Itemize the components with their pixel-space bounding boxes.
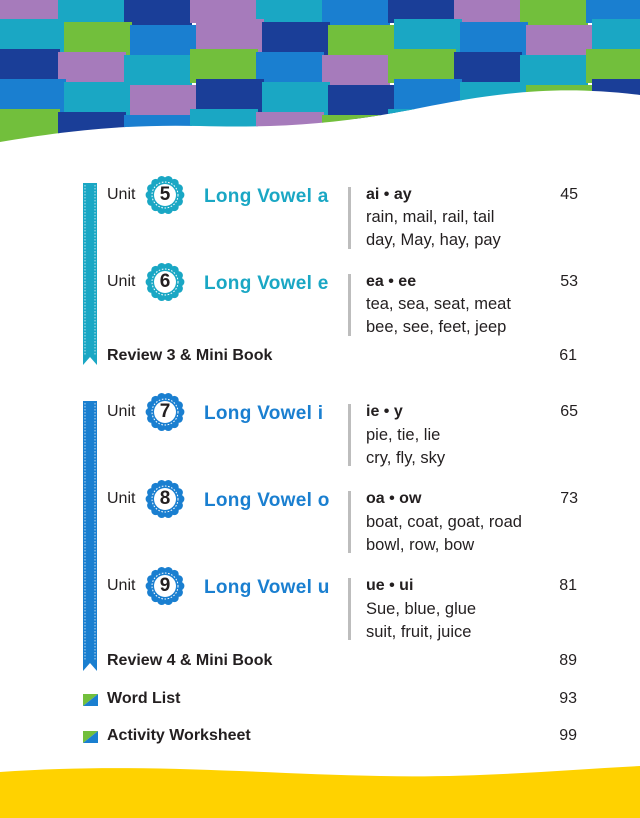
- unit-title: Long Vowel e: [204, 273, 329, 294]
- example-words: boat, coat, goat, road: [366, 513, 522, 531]
- mosaic-tile: [130, 85, 198, 119]
- unit-number-badge: 8: [145, 479, 185, 519]
- phonics-sounds: ue • ui: [366, 577, 414, 594]
- example-words: bowl, row, bow: [366, 536, 475, 554]
- example-words: bee, see, feet, jeep: [366, 318, 507, 336]
- mosaic-tile: [520, 0, 588, 29]
- example-words: rain, mail, rail, tail: [366, 208, 495, 226]
- unit-title: Long Vowel u: [204, 577, 330, 598]
- mosaic-tile: [256, 52, 324, 86]
- mosaic-tile: [592, 19, 640, 53]
- mosaic-tile: [520, 115, 588, 149]
- header-mosaic-banner: [0, 0, 640, 160]
- mosaic-tile: [64, 82, 132, 116]
- divider-bar: [348, 274, 351, 336]
- mosaic-tile: [328, 85, 396, 119]
- page-number: 73: [560, 490, 578, 507]
- mosaic-tile: [58, 112, 126, 146]
- unit-title: Long Vowel i: [204, 403, 324, 424]
- mosaic-tile: [124, 0, 192, 29]
- mosaic-tile: [586, 109, 640, 143]
- page-number: 89: [559, 652, 577, 669]
- review-label: Review 4 & Mini Book: [107, 652, 273, 669]
- mosaic-tile: [592, 79, 640, 113]
- mosaic-tile: [0, 49, 60, 83]
- section-ribbon-cyan: [83, 183, 97, 365]
- mosaic-tile: [526, 25, 594, 59]
- unit-title: Long Vowel a: [204, 186, 329, 207]
- page-number: 61: [559, 347, 577, 364]
- mosaic-tile: [454, 52, 522, 86]
- example-words: cry, fly, sky: [366, 449, 446, 467]
- mosaic-tile: [130, 25, 198, 59]
- unit-label: Unit: [107, 490, 136, 507]
- mosaic-tile: [196, 19, 264, 53]
- mosaic-tile: [586, 49, 640, 83]
- example-words: tea, sea, seat, meat: [366, 295, 511, 313]
- section-ribbon-blue: [83, 401, 97, 671]
- unit-number-badge: 9: [145, 566, 185, 606]
- mosaic-tile: [460, 22, 528, 56]
- word-list-label: Word List: [107, 690, 181, 707]
- review-label: Review 3 & Mini Book: [107, 347, 273, 364]
- flag-icon: [83, 694, 98, 706]
- mosaic-tile: [526, 85, 594, 119]
- mosaic-tile: [328, 25, 396, 59]
- phonics-sounds: ie • y: [366, 403, 403, 420]
- page-number: 99: [559, 727, 577, 744]
- mosaic-tile: [454, 112, 522, 146]
- footer-yellow-wave: [0, 760, 640, 818]
- mosaic-tile: [262, 82, 330, 116]
- mosaic-tile: [0, 109, 60, 143]
- phonics-sounds: ai • ay: [366, 186, 412, 203]
- mosaic-tile: [190, 49, 258, 83]
- phonics-sounds: ea • ee: [366, 273, 417, 290]
- example-words: Sue, blue, glue: [366, 600, 477, 618]
- example-words: pie, tie, lie: [366, 426, 441, 444]
- unit-label: Unit: [107, 577, 136, 594]
- unit-title: Long Vowel o: [204, 490, 330, 511]
- activity-worksheet-label: Activity Worksheet: [107, 727, 251, 744]
- divider-bar: [348, 491, 351, 553]
- mosaic-tile: [322, 0, 390, 29]
- divider-bar: [348, 578, 351, 640]
- mosaic-tile: [0, 19, 66, 53]
- mosaic-tile: [322, 115, 390, 149]
- unit-number-badge: 7: [145, 392, 185, 432]
- flag-icon: [83, 731, 98, 743]
- page-number: 53: [560, 273, 578, 290]
- unit-label: Unit: [107, 186, 136, 203]
- mosaic-tile: [256, 112, 324, 146]
- mosaic-tile: [124, 55, 192, 89]
- mosaic-tile: [190, 109, 258, 143]
- mosaic-tile: [58, 52, 126, 86]
- unit-label: Unit: [107, 273, 136, 290]
- mosaic-tile: [394, 19, 462, 53]
- phonics-sounds: oa • ow: [366, 490, 422, 507]
- page-number: 45: [560, 186, 578, 203]
- mosaic-tile: [460, 82, 528, 116]
- example-words: day, May, hay, pay: [366, 231, 501, 249]
- page-number: 93: [559, 690, 577, 707]
- page-number: 81: [559, 577, 577, 594]
- page-number: 65: [560, 403, 578, 420]
- mosaic-tile: [394, 79, 462, 113]
- unit-number-badge: 5: [145, 175, 185, 215]
- divider-bar: [348, 187, 351, 249]
- divider-bar: [348, 404, 351, 466]
- mosaic-tile: [388, 49, 456, 83]
- mosaic-tile: [196, 79, 264, 113]
- example-words: suit, fruit, juice: [366, 623, 472, 641]
- mosaic-tile: [388, 109, 456, 143]
- mosaic-tile: [64, 22, 132, 56]
- mosaic-tile: [322, 55, 390, 89]
- mosaic-tile: [0, 79, 66, 113]
- unit-number-badge: 6: [145, 262, 185, 302]
- mosaic-tile: [124, 115, 192, 149]
- unit-label: Unit: [107, 403, 136, 420]
- mosaic-tile: [262, 22, 330, 56]
- mosaic-tile: [520, 55, 588, 89]
